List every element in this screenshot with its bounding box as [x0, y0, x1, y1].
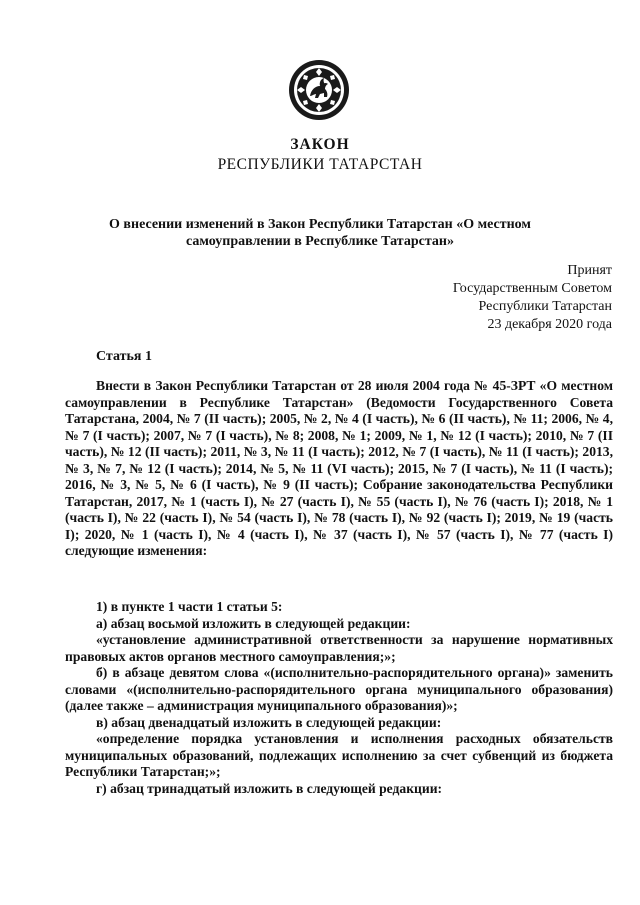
list-item: г) абзац тринадцатый изложить в следующей редакции:	[96, 781, 443, 797]
list-item: в) абзац двенадцатый изложить в следующей редакции:	[96, 714, 442, 730]
law-name: О внесении изменений в Закон Республики Татарстан «О местном самоуправлении в Республике Татарстан»	[109, 217, 531, 249]
adoption-line: Принят	[567, 263, 612, 278]
article-intro: Внести в Закон Республики Татарстан от 28 июля 2004 года № 45-ЗРТ «О местном самоуправлении в Республике Татарстан» (Ведомости Государственного Совета Татарстана, 2004, № 7 (II часть); 2005, № 2, № 4 (I часть), № 6 (II часть), № 11; 2006, № 4, № 7 (I часть); 2007, № 7 (I часть), № 8; 2008, № 1; 2009, № 1, № 12 (I часть); 2010, № 7 (II часть), № 12 (II часть); 2011, № 3, № 11 (I часть); 2012, № 7 (I часть), № 11 (I часть); 2013, № 3, № 7, № 12 (I часть); 2014, № 5, № 11 (VI часть); 2015, № 7 (I часть), № 11 (I часть); 2016, № 3, № 5, № 6 (I часть), № 9 (II часть); Собрание законодательства Республики Татарстан, 2017, № 1 (часть I), № 27 (часть I), № 55 (часть I), № 76 (часть I); 2018, № 1 (часть I), № 22 (часть I), № 54 (часть I), № 78 (часть I), № 92 (часть I); 2019, № 19 (часть I); 2020, № 1 (часть I), № 4 (часть I), № 37 (часть I), № 57 (часть I), № 77 (часть I) следующие изменения:	[65, 378, 613, 559]
coat-of-arms-icon	[287, 58, 351, 122]
adoption-block	[453, 262, 612, 334]
adoption-date: 23 декабря 2020 года	[487, 317, 612, 332]
adoption-line: Государственным Советом	[452, 281, 612, 296]
list-item: «установление административной ответственности за нарушение нормативных правовых актов органов местного самоуправления;»;	[65, 632, 613, 664]
list-item: а) абзац восьмой изложить в следующей редакции:	[96, 615, 411, 631]
adoption-line: Республики Татарстан	[478, 299, 612, 314]
law-title: ЗАКОН	[290, 136, 350, 153]
law-subtitle: РЕСПУБЛИКИ ТАТАРСТАН	[217, 156, 423, 173]
list-item: 1) в пункте 1 части 1 статьи 5:	[96, 599, 283, 614]
amendment-list	[65, 599, 613, 798]
list-item: «определение порядка установления и исполнения расходных обязательств муниципальных образований, подлежащих исполнению за счет субвенций из бюджета Республики Татарстан;»;	[65, 731, 613, 780]
list-item: б) в абзаце девятом слова «(исполнительно-распорядительного органа)» заменить словами «(исполнительно-распорядительного органа муниципального образования) (далее также – администрация муниципального образования)»;	[65, 665, 613, 714]
article-title: Статья 1	[96, 349, 152, 364]
